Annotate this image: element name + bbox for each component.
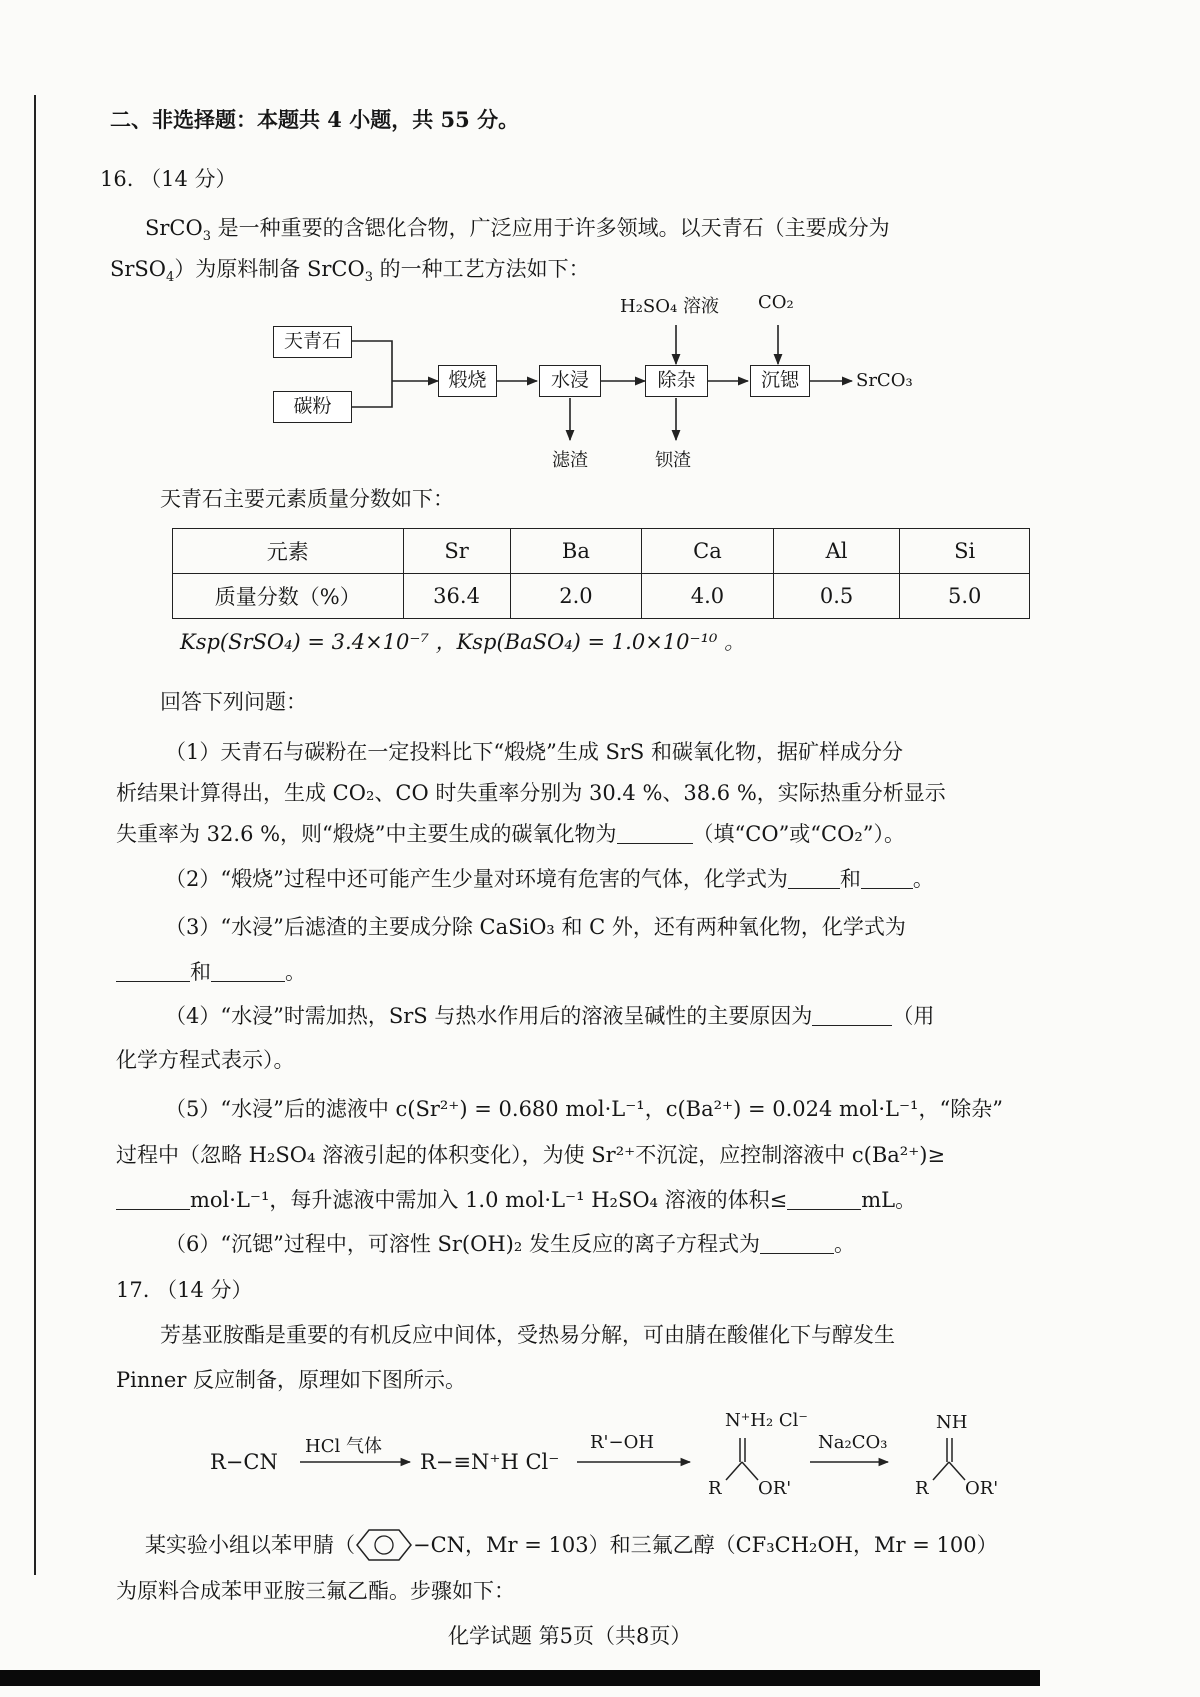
answer-blank[interactable]	[861, 868, 913, 889]
scheme-product-or: OR'	[965, 1478, 999, 1499]
flow-raw-celestite: 天青石	[273, 326, 352, 358]
flow-residue-barium: 钡渣	[655, 450, 691, 471]
scheme-intermediate-top: N⁺H₂ Cl⁻	[725, 1410, 808, 1431]
q16-part1-line1: （1）天青石与碳粉在一定投料比下“煅烧”生成 SrS 和碳氧化物，据矿样成分分	[165, 740, 903, 764]
q16-part5-line1: （5）“水浸”后的滤液中 c(Sr²⁺) = 0.680 mol·L⁻¹，c(Ba²⁺) = 0.024 mol·L⁻¹，“除杂”	[165, 1097, 1003, 1121]
table-caption: 天青石主要元素质量分数如下：	[160, 487, 454, 511]
table-cell: 2.0	[510, 574, 642, 619]
flow-product: SrCO₃	[856, 370, 913, 391]
table-row	[173, 574, 1030, 619]
q16-part1-line2: 析结果计算得出，生成 CO₂、CO 时失重率分别为 30.4 %、38.6 %，实际热重分析显示	[116, 781, 946, 805]
flow-step-purify: 除杂	[645, 365, 708, 397]
q16-part1-line3: 失重率为 32.6 %，则“煅烧”中主要生成的碳氧化物为 （填“CO”或“CO₂”）。	[116, 822, 905, 846]
q17-number: 17.	[116, 1278, 150, 1302]
scheme-reagent-carbonate: Na₂CO₃	[818, 1432, 888, 1453]
scheme-product-r: R	[915, 1478, 929, 1499]
flow-step-precipitate: 沉锶	[750, 365, 810, 397]
page-footer: 化学试题 第5页（共8页）	[448, 1624, 692, 1648]
answer-blank[interactable]	[787, 1189, 861, 1210]
flow-raw-carbon: 碳粉	[273, 391, 352, 423]
flow-step-calcine: 煅烧	[438, 365, 497, 397]
q16-part3-line1: （3）“水浸”后滤渣的主要成分除 CaSiO₃ 和 C 外，还有两种氧化物，化学式为	[165, 915, 906, 939]
composition-table	[172, 528, 1030, 619]
q16-part6: （6）“沉锶”过程中，可溶性 Sr(OH)₂ 发生反应的离子方程式为 。	[165, 1232, 855, 1256]
answer-blank[interactable]	[617, 823, 693, 844]
answer-blank[interactable]	[116, 1189, 190, 1210]
table-header-row	[173, 529, 1030, 574]
table-cell: 5.0	[900, 574, 1030, 619]
table-cell: 36.4	[403, 574, 510, 619]
q16-score: （14 分）	[140, 167, 237, 191]
q17-heading	[116, 1276, 253, 1304]
q16-part2: （2）“煅烧”过程中还可能产生少量对环境有危害的气体，化学式为 和 。	[165, 867, 934, 891]
flow-residue-filter: 滤渣	[552, 450, 588, 471]
q16-intro-line2: SrSO$_4$）为原料制备 SrCO$_3$ 的一种工艺方法如下：	[110, 257, 590, 286]
q17-score: （14 分）	[156, 1278, 253, 1302]
table-cell: 质量分数（%）	[173, 574, 404, 619]
q16-number: 16.	[100, 167, 134, 191]
scheme-reagent-alcohol: R'−OH	[590, 1432, 655, 1453]
table-cell: 0.5	[773, 574, 900, 619]
pinner-scheme-lines	[0, 1400, 1200, 1510]
q16-part5-line2: 过程中（忽略 H₂SO₄ 溶液引起的体积变化），为使 Sr²⁺不沉淀，应控制溶液中 c(Ba²⁺)≥	[116, 1143, 946, 1167]
q17-intro-line2: Pinner 反应制备，原理如下图所示。	[116, 1368, 467, 1392]
answer-blank[interactable]	[211, 961, 285, 982]
table-header-cell: Al	[773, 529, 900, 574]
scheme-intermediate-r: R	[708, 1478, 722, 1499]
flow-reagent-co2: CO₂	[758, 292, 794, 313]
q17-intro-line1: 芳基亚胺酯是重要的有机反应中间体，受热易分解，可由腈在酸催化下与醇发生	[160, 1323, 895, 1347]
answer-blank[interactable]	[812, 1005, 892, 1026]
scheme-reagent-hcl: HCl 气体	[305, 1436, 382, 1457]
q16-part4-line1: （4）“水浸”时需加热，SrS 与热水作用后的溶液呈碱性的主要原因为 （用	[165, 1004, 935, 1028]
answer-blank[interactable]	[788, 868, 840, 889]
scheme-intermediate-or: OR'	[758, 1478, 792, 1499]
table-header-cell: Ba	[510, 529, 642, 574]
flow-step-leach: 水浸	[539, 365, 601, 397]
scheme-nitrilium: R−≡N⁺H Cl⁻	[420, 1450, 560, 1474]
section-header: 二、非选择题：本题共 4 小题，共 55 分。	[110, 107, 520, 132]
scheme-product-top: NH	[936, 1412, 968, 1433]
q16-part3-line2: 和 。	[116, 958, 306, 986]
q17-experiment-line1: 某实验小组以苯甲腈（ −CN，Mr = 103）和三氟乙醇（CF₃CH₂OH，Mr = 100）	[145, 1528, 998, 1562]
table-header-cell: Sr	[403, 529, 510, 574]
table-header-cell: Ca	[642, 529, 774, 574]
scan-edge-bar	[0, 1670, 1040, 1686]
scheme-start: R−CN	[210, 1450, 278, 1474]
answer-blank[interactable]	[116, 961, 190, 982]
q16-part5-line3: mol·L⁻¹，每升滤液中需加入 1.0 mol·L⁻¹ H₂SO₄ 溶液的体积≤ mL。	[116, 1186, 916, 1214]
q16-part4-line2: 化学方程式表示）。	[116, 1048, 295, 1072]
answer-blank[interactable]	[760, 1233, 834, 1254]
q16-intro-line1: SrCO$_3$ 是一种重要的含锶化合物，广泛应用于许多领域。以天青石（主要成分为	[145, 216, 890, 245]
flow-arrows	[0, 0, 1200, 480]
ksp-values: Ksp(SrSO₄) = 3.4×10⁻⁷ ，Ksp(BaSO₄) = 1.0×10⁻¹⁰ 。	[180, 630, 746, 654]
answer-prompt: 回答下列问题：	[160, 690, 307, 714]
table-cell: 4.0	[642, 574, 774, 619]
flow-reagent-h2so4: H₂SO₄ 溶液	[620, 296, 719, 317]
q17-experiment-line2: 为原料合成苯甲亚胺三氟乙酯。步骤如下：	[116, 1579, 515, 1603]
table-header-cell: 元素	[173, 529, 404, 574]
benzene-ring-icon	[355, 1528, 413, 1562]
table-header-cell: Si	[900, 529, 1030, 574]
